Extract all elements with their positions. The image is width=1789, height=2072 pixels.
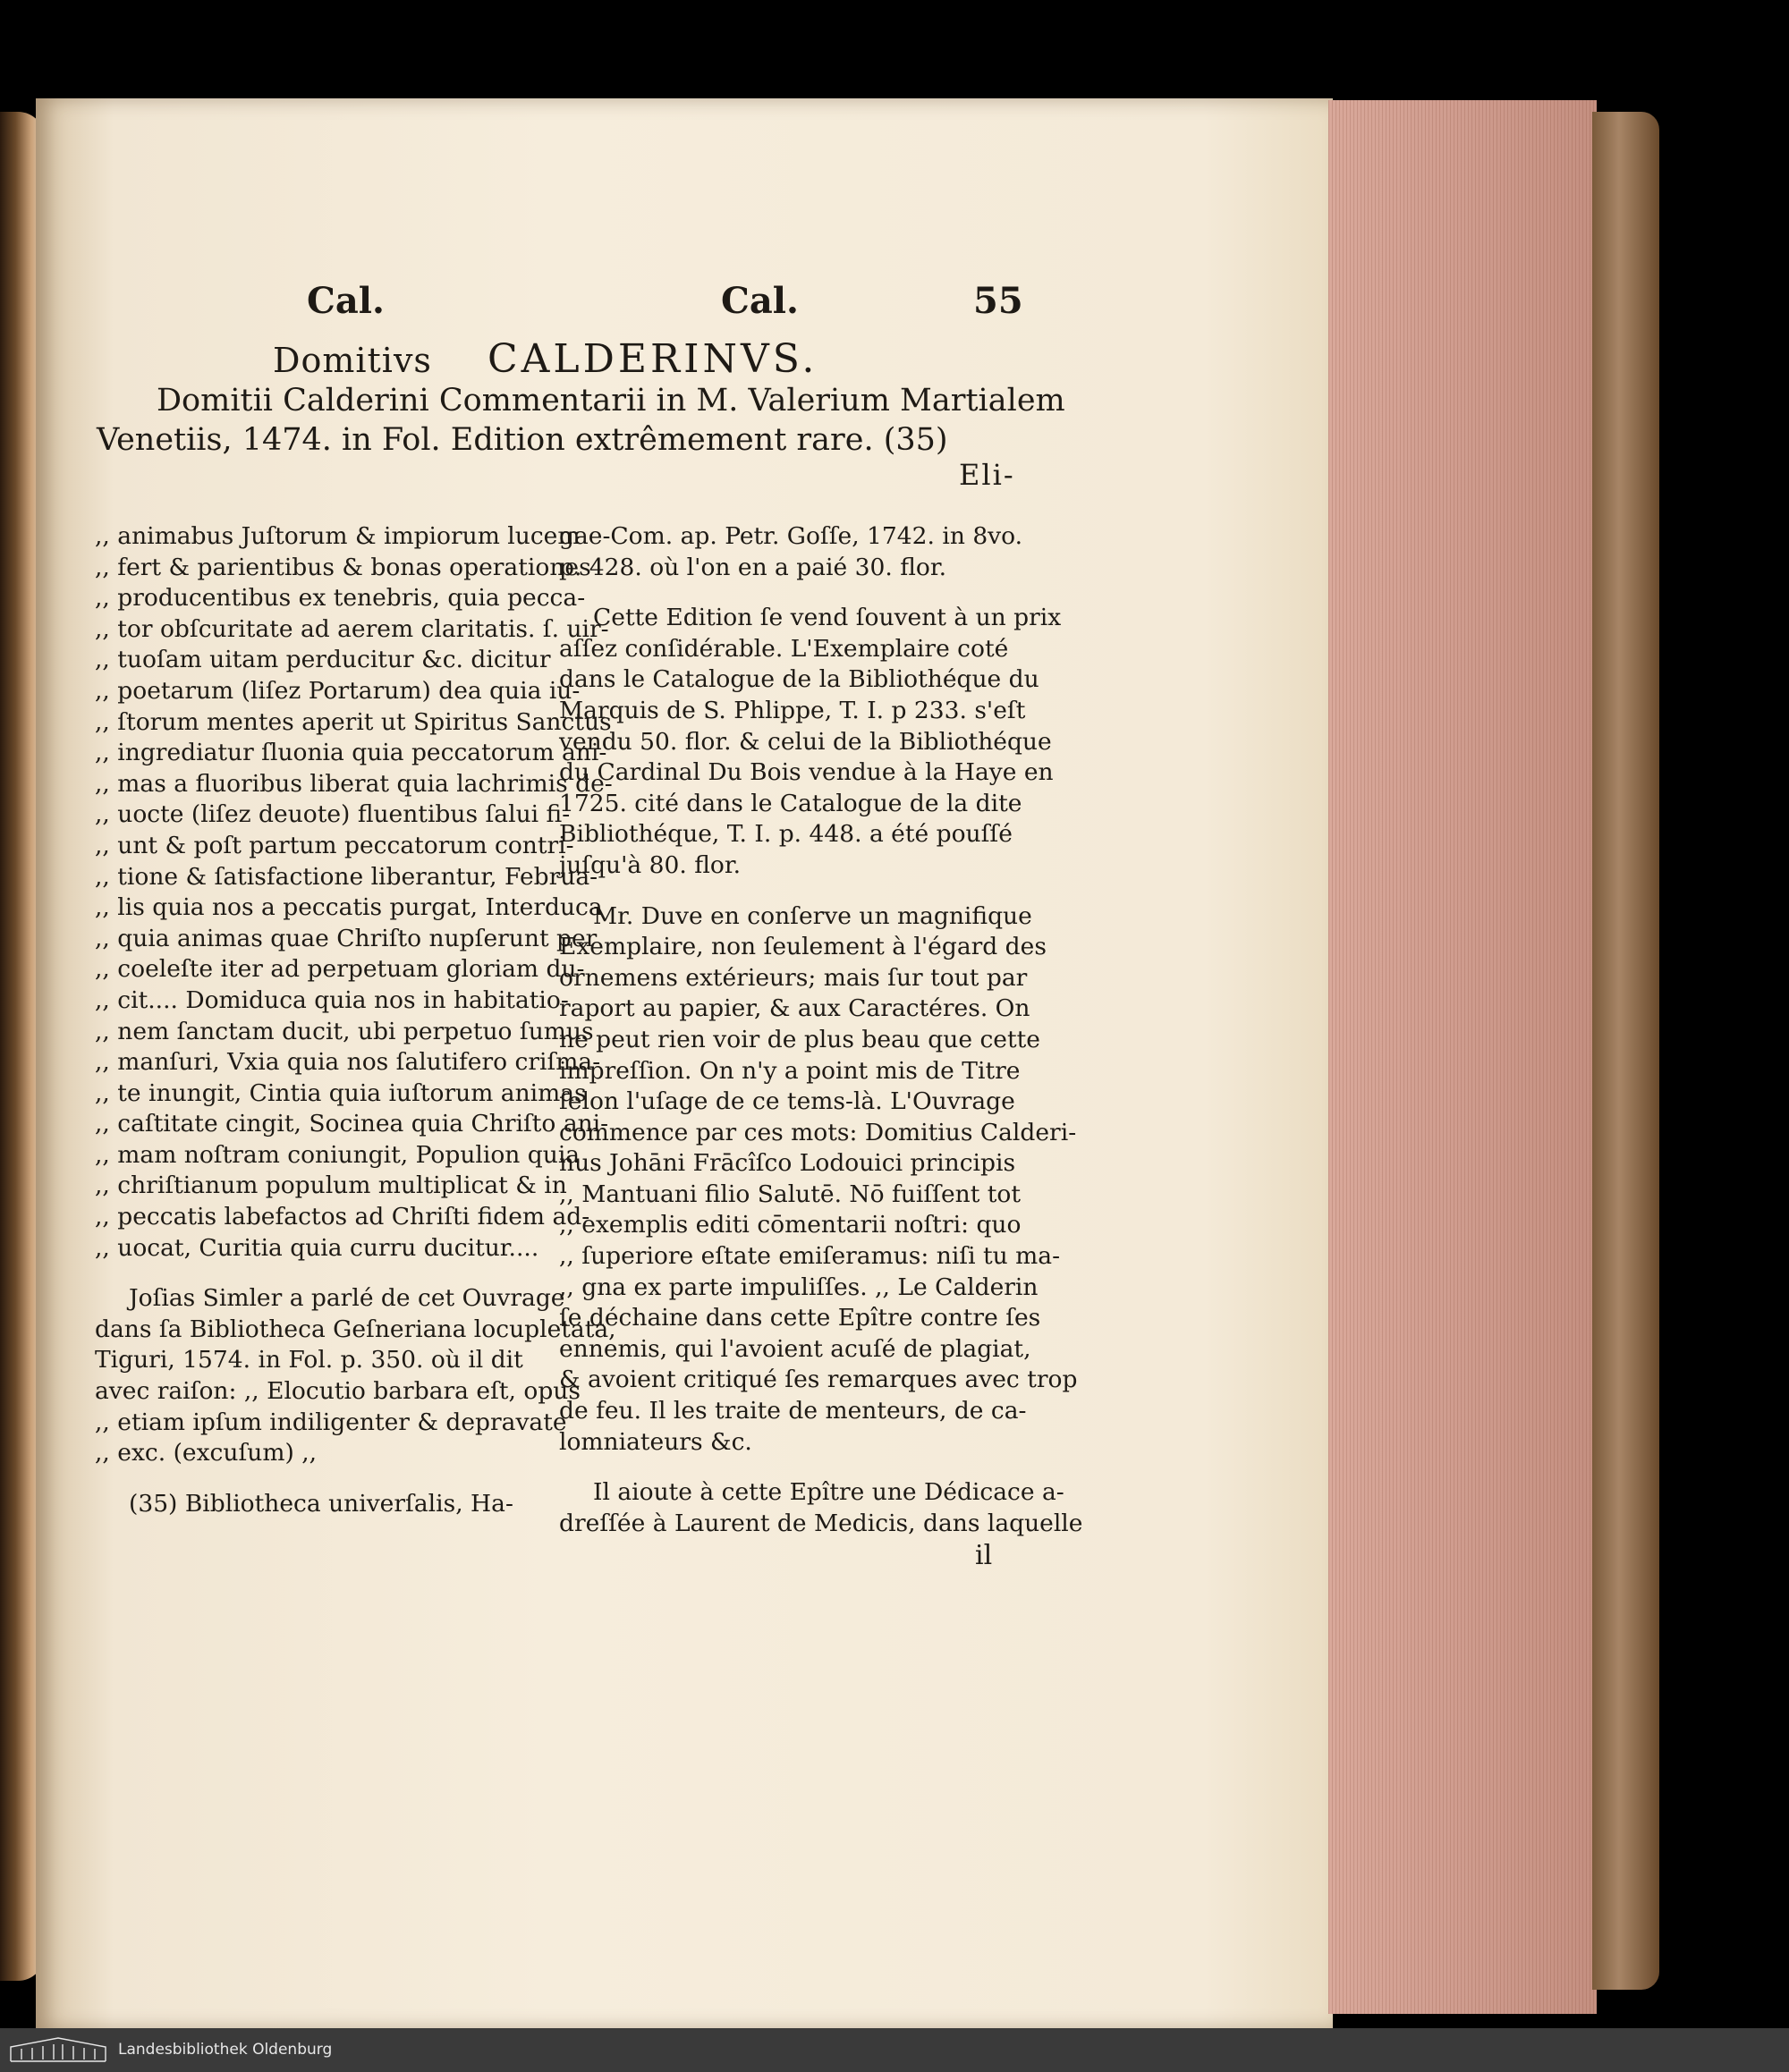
- text-line: ennemis, qui l'avoient acuſé de plagiat,: [559, 1334, 1031, 1363]
- text-line: ſelon l'uſage de ce tems-là. L'Ouvrage: [559, 1087, 1015, 1116]
- text-line: ,, exemplis editi cōmentarii noſtri: quo: [559, 1211, 1022, 1239]
- text-line: ,, ingrediatur ſluonia quia peccatorum ani-: [95, 739, 607, 767]
- text-line: ,, peccatis labefactos ad Chriſti fidem ad-: [95, 1203, 590, 1231]
- text-line: commence par ces mots: Domitius Calderi-: [559, 1118, 1077, 1146]
- text-line: ,, exc. (excuſum) ,,: [95, 1439, 318, 1467]
- text-line: ,, ſuperiore eſtate emiſeramus: niſi tu ma-: [559, 1242, 1061, 1271]
- text-line: dreſſée à Laurent de Medicis, dans laquelle: [559, 1509, 1083, 1537]
- text-line: ,, caſtitate cingit, Socinea quia Chriſto ani-: [95, 1110, 609, 1138]
- entry-title-first: Domitivs: [273, 341, 432, 380]
- text-line: ,, animabus Juſtorum & impiorum lucem: [95, 522, 581, 550]
- text-line: ,, unt & poſt partum peccatorum contri-: [95, 831, 574, 859]
- page-block-edge: [1328, 100, 1597, 2014]
- library-building-icon: [9, 2036, 107, 2063]
- entry-title-last: CALDERINVS.: [487, 336, 818, 382]
- running-header-center: Cal.: [721, 280, 799, 322]
- text-line: ,, manſuri, Vxia quia nos ſalutifero criſma-: [95, 1048, 601, 1077]
- text-line: ,, mam noſtram coniungit, Populion quia: [95, 1140, 581, 1169]
- text-line: Mr. Duve en conſerve un magnifique: [593, 901, 1032, 930]
- running-header-left: Cal.: [307, 280, 385, 322]
- text-line: ,, uocat, Curitia quia curru ducitur....: [95, 1233, 539, 1262]
- book-cover-edge: [1592, 112, 1659, 1990]
- text-line: Bibliothéque, T. I. p. 448. a été pouſſé: [559, 820, 1013, 849]
- text-line: ,, mas a fluoribus liberat quia lachrimis de-: [95, 769, 613, 798]
- text-line: raport au papier, & aux Caractéres. On: [559, 994, 1030, 1023]
- right-column: [559, 521, 1083, 1539]
- text-line: ,, nem ſanctam ducit, ubi perpetuo ſumus: [95, 1017, 594, 1045]
- catchword-top: Eli-: [959, 458, 1015, 492]
- text-line: lomniateurs &c.: [559, 1427, 752, 1456]
- text-line: ,, coeleſte iter ad perpetuam gloriam du-: [95, 955, 585, 984]
- lead-line-2: Venetiis, 1474. in Fol. Edition extrêmement rare. (35): [97, 422, 948, 458]
- left-column: [95, 521, 616, 1519]
- text-line: nus Johāni Frācîſco Lodouici principis: [559, 1149, 1016, 1178]
- text-line: gae-Com. ap. Petr. Goſſe, 1742. in 8vo.: [559, 522, 1023, 550]
- text-line: juſqu'à 80. flor.: [559, 850, 742, 879]
- text-line: 1725. cité dans le Catalogue de la dite: [559, 789, 1022, 817]
- text-line: ,, cit.... Domiduca quia nos in habitatio-: [95, 985, 569, 1014]
- text-line: ,, poetarum (liſez Portarum) dea quia iu-: [95, 676, 581, 705]
- text-line: avec raiſon: ,, Elocutio barbara eſt, opus: [95, 1377, 581, 1406]
- text-line: & avoient critiqué ſes remarques avec trop: [559, 1366, 1078, 1394]
- text-line: de feu. Il les traite de menteurs, de ca-: [559, 1397, 1027, 1425]
- text-line: ,, gna ex parte impuliſſes. ,, Le Calderin: [559, 1273, 1039, 1301]
- text-line: ſe déchaine dans cette Epître contre ſes: [559, 1304, 1041, 1332]
- text-line: vendu 50. flor. & celui de la Bibliothéque: [559, 727, 1052, 756]
- text-line: ,, ſtorum mentes aperit ut Spiritus Sanctus: [95, 707, 612, 736]
- text-line: ,, uocte (liſez deuote) fluentibus ſalui fi-: [95, 800, 571, 829]
- text-line: impreſſion. On n'y a point mis de Titre: [559, 1056, 1021, 1085]
- text-line: Joſias Simler a parlé de cet Ouvrage: [129, 1284, 565, 1313]
- text-line: ne peut rien voir de plus beau que cette: [559, 1025, 1040, 1053]
- text-line: ornemens extérieurs; mais ſur tout par: [559, 963, 1028, 992]
- text-line: dans le Catalogue de la Bibliothéque du: [559, 665, 1039, 694]
- text-line: dans ſa Bibliotheca Geſneriana locupletata,: [95, 1315, 616, 1343]
- text-line: ,, lis quia nos a peccatis purgat, Interduca: [95, 893, 603, 922]
- text-line: ,, fert & parientibus & bonas operationes: [95, 553, 591, 581]
- text-line: ,, etiam ipſum indiligenter & depravate: [95, 1408, 567, 1436]
- text-line: ,, quia animas quae Chriſto nupſerunt per: [95, 924, 598, 952]
- text-line: Marquis de S. Phlippe, T. I. p 233. s'eſt: [559, 696, 1026, 724]
- text-line: du Cardinal Du Bois vendue à la Haye en: [559, 758, 1054, 787]
- text-line: Il aioute à cette Epître une Dédicace a-: [593, 1478, 1064, 1507]
- text-line: aſſez conſidérable. L'Exemplaire coté: [559, 634, 1009, 663]
- text-line: ,, Mantuani filio Salutē. Nō fuiſſent tot: [559, 1180, 1022, 1208]
- footer-bar: [0, 2028, 1789, 2072]
- text-line: ,, chriſtianum populum multiplicat & in: [95, 1171, 567, 1200]
- library-name: Landesbibliothek Oldenburg: [118, 2041, 333, 2059]
- text-line: ,, producentibus ex tenebris, quia pecca-: [95, 584, 586, 613]
- entry-title: [273, 336, 818, 382]
- text-line: ,, tor obſcuritate ad aerem claritatis. ſ. uir-: [95, 614, 609, 643]
- text-line: p. 428. où l'on en a paié 30. flor.: [559, 553, 947, 581]
- lead-line-1: Domitii Calderini Commentarii in M. Valerium Martialem: [157, 383, 1065, 419]
- text-line: ,, tuoſam uitam perducitur &c. dicitur: [95, 646, 551, 674]
- catchword-bottom: il: [975, 1540, 993, 1571]
- text-line: Cette Edition ſe vend ſouvent à un prix: [593, 604, 1062, 632]
- page-number: 55: [973, 280, 1023, 322]
- text-line: ,, te inungit, Cintia quia iuſtorum animas: [95, 1078, 587, 1107]
- text-line: Tiguri, 1574. in Fol. p. 350. où il dit: [95, 1346, 523, 1374]
- text-line: ,, tione & ſatisfactione liberantur, Februa-: [95, 862, 598, 891]
- footnote-line: (35) Bibliotheca univerſalis, Ha-: [129, 1489, 513, 1518]
- text-line: Exemplaire, non ſeulement à l'égard des: [559, 933, 1047, 961]
